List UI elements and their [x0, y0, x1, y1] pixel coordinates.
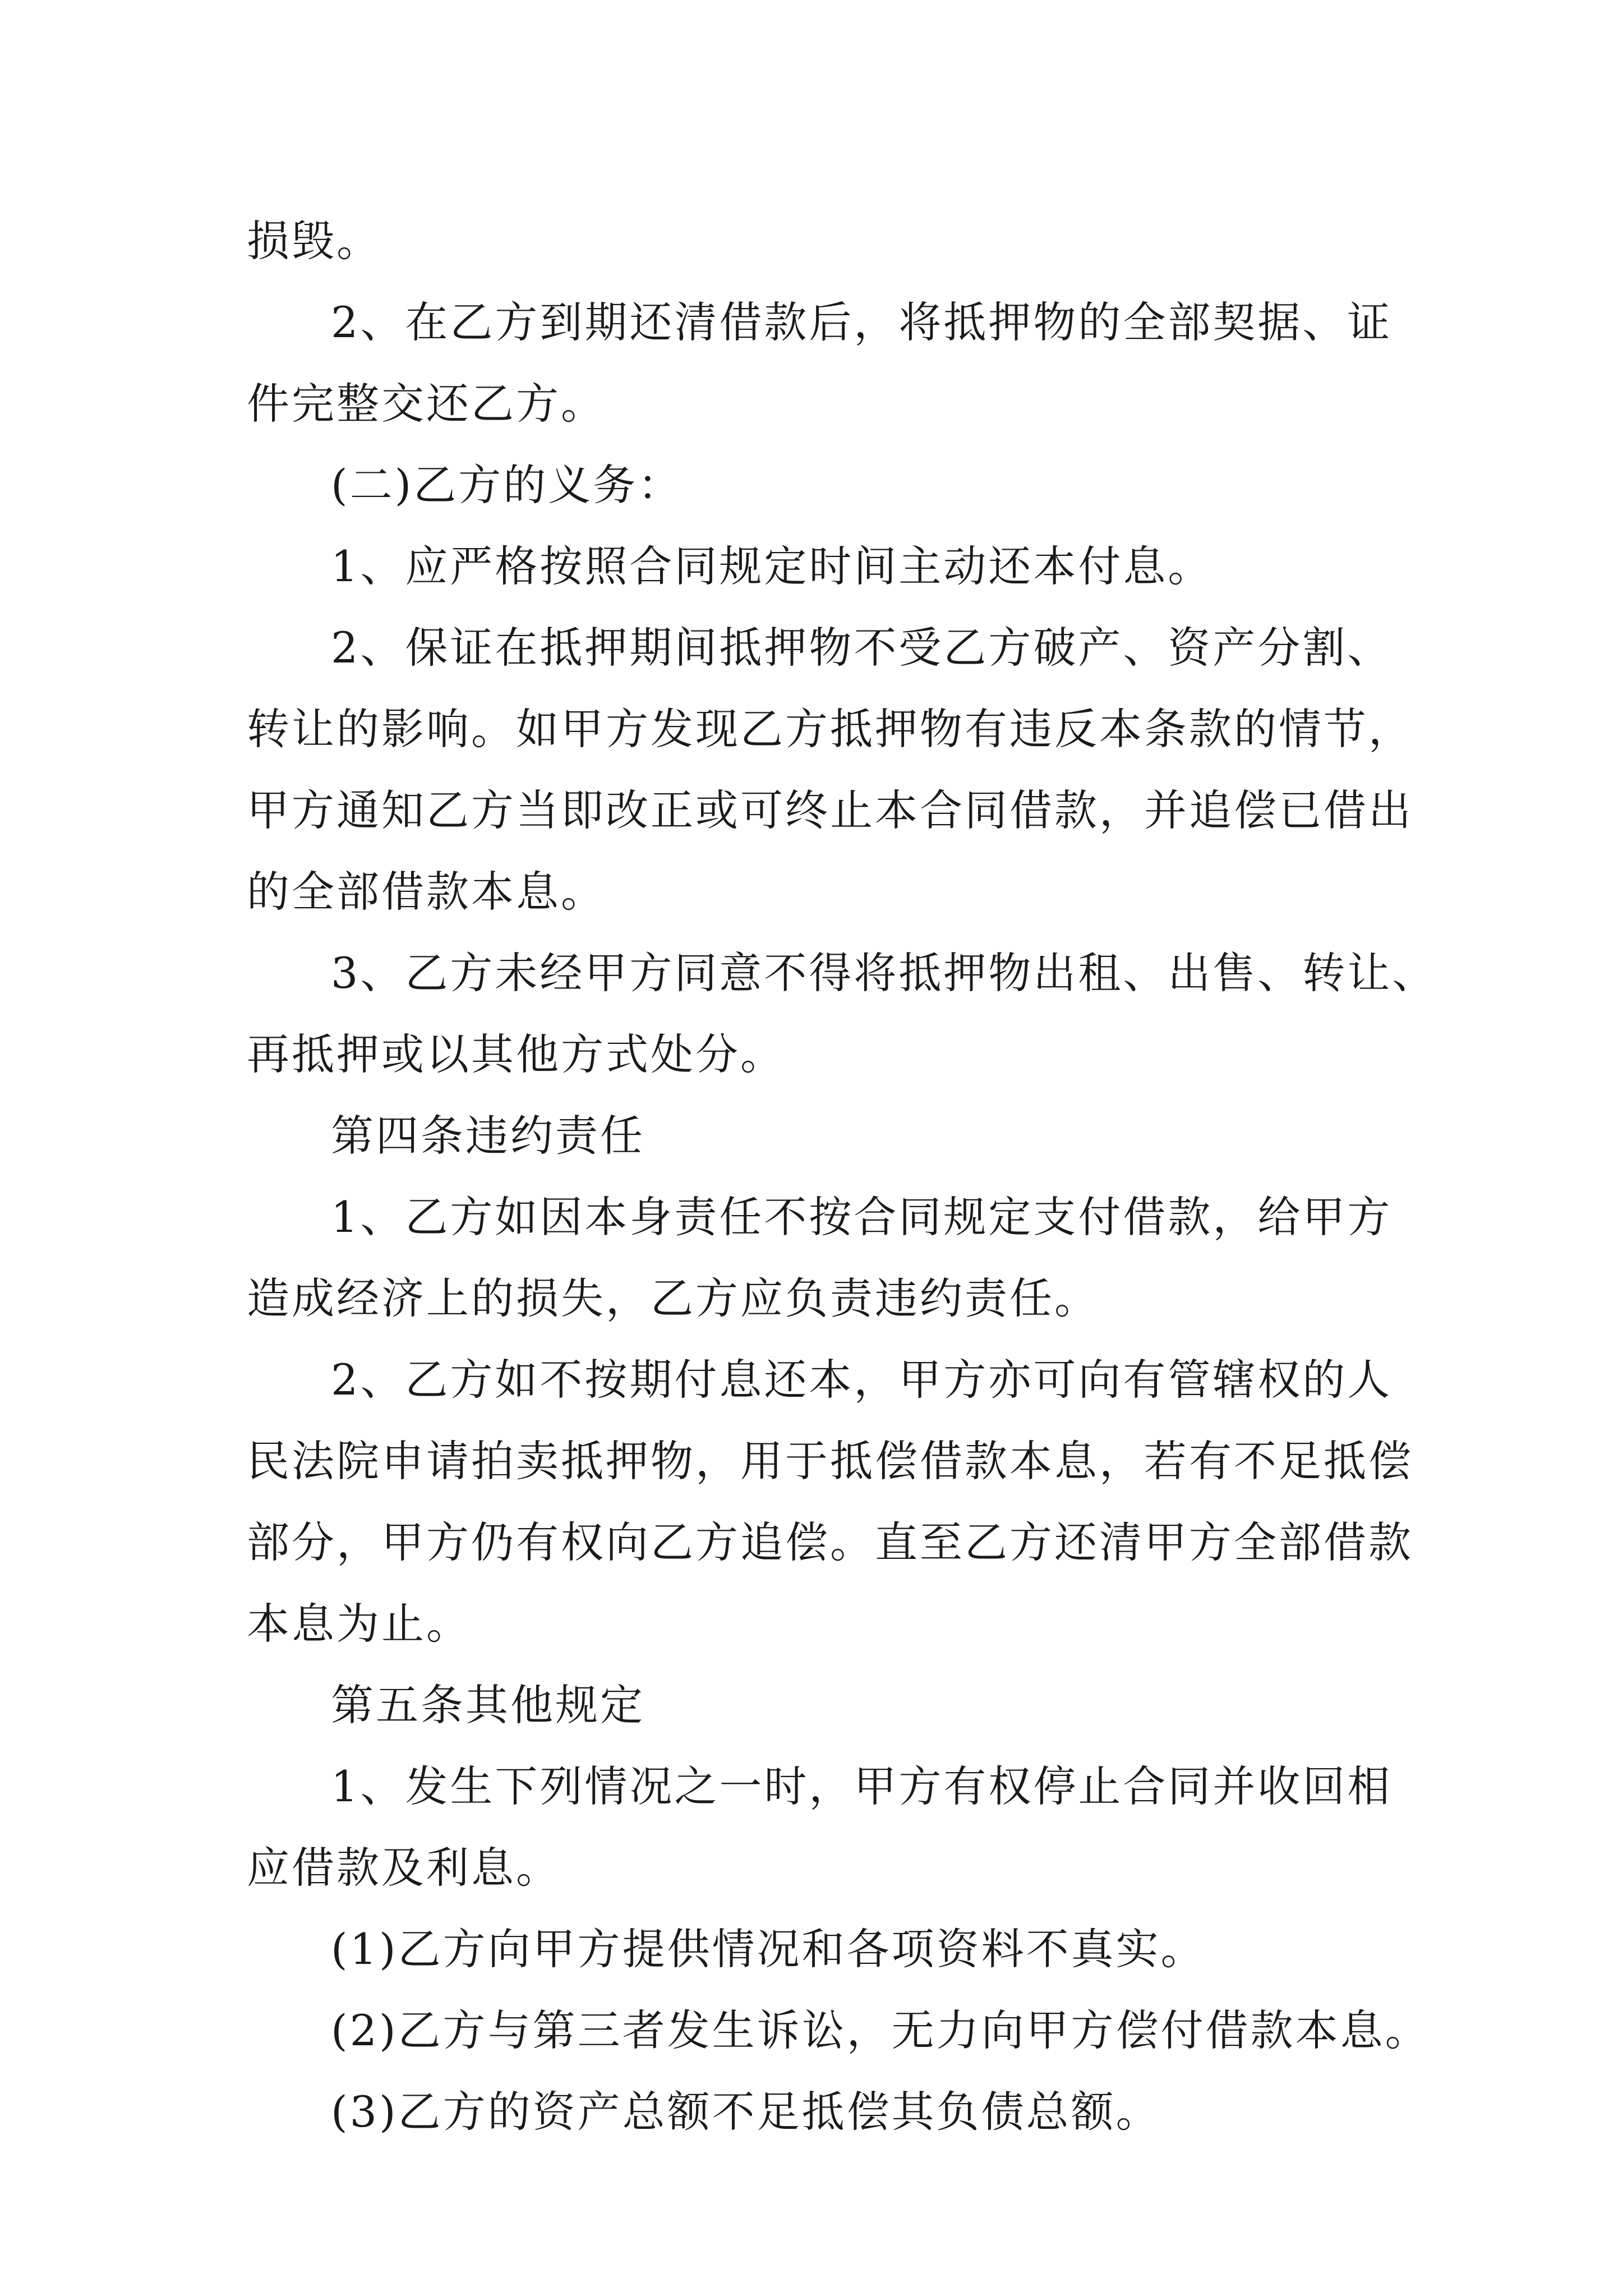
text-line: 再抵押或以其他方式处分。: [247, 1029, 785, 1079]
text-line: 1、应严格按照合同规定时间主动还本付息。: [331, 541, 1213, 591]
list-item: (1)乙方向甲方提供情况和各项资料不真实。: [331, 1924, 1206, 1974]
text-line: 的全部借款本息。: [247, 867, 606, 917]
text-line: 转让的影响。如甲方发现乙方抵押物有违反本条款的情节，: [247, 704, 1413, 754]
text-line: 甲方通知乙方当即改正或可终止本合同借款，并追偿已借出: [247, 785, 1413, 835]
text-line: 2、在乙方到期还清借款后，将抵押物的全部契据、证: [331, 297, 1393, 347]
text-line: 1、发生下列情况之一时，甲方有权停止合同并收回相: [331, 1761, 1393, 1811]
text-line: 应借款及利息。: [247, 1843, 561, 1893]
list-item: (2)乙方与第三者发生诉讼，无力向甲方偿付借款本息。: [331, 2005, 1430, 2055]
text-line: (二)乙方的义务：: [331, 460, 683, 510]
text-line: 3、乙方未经甲方同意不得将抵押物出租、出售、转让、: [331, 948, 1437, 998]
text-line: 本息为止。: [247, 1599, 471, 1649]
text-line: 部分，甲方仍有权向乙方追偿。直至乙方还清甲方全部借款: [247, 1517, 1413, 1567]
text-line: 2、乙方如不按期付息还本，甲方亦可向有管辖权的人: [331, 1355, 1393, 1405]
text-line: 损毁。: [247, 216, 381, 266]
section-heading: 第五条其他规定: [331, 1680, 645, 1730]
text-line: 民法院申请拍卖抵押物，用于抵偿借款本息，若有不足抵偿: [247, 1436, 1413, 1486]
text-line: 1、乙方如因本身责任不按合同规定支付借款，给甲方: [331, 1192, 1393, 1242]
text-line: 件完整交还乙方。: [247, 379, 606, 429]
section-heading: 第四条违约责任: [331, 1111, 645, 1161]
text-line: 2、保证在抵押期间抵押物不受乙方破产、资产分割、: [331, 623, 1393, 673]
list-item: (3)乙方的资产总额不足抵偿其负债总额。: [331, 2087, 1161, 2137]
text-line: 造成经济上的损失，乙方应负责违约责任。: [247, 1273, 1099, 1323]
